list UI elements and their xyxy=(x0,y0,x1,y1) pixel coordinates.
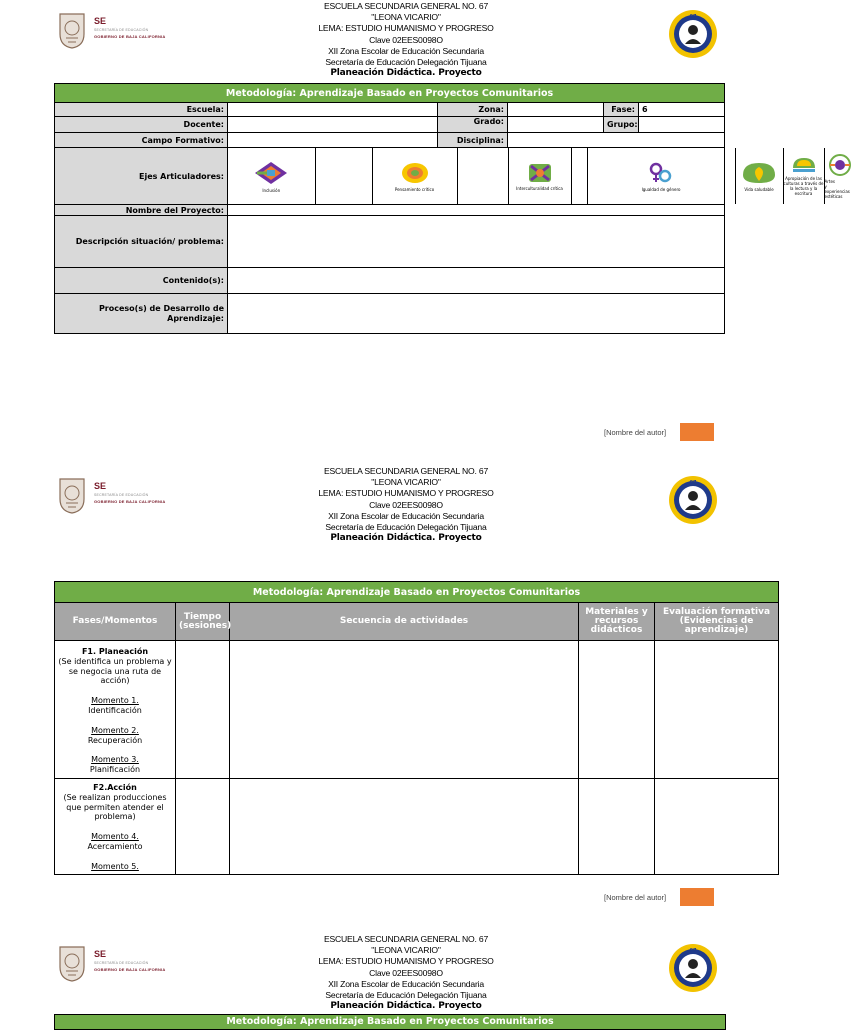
eje-interculturalidad[interactable]: Interculturalidad crítica xyxy=(508,148,571,204)
se-subtext: SECRETARÍA DE EDUCACIÓN xyxy=(94,493,149,497)
f1-tiempo[interactable] xyxy=(176,641,230,779)
header-materiales: Materiales y recursos didácticos xyxy=(579,603,655,641)
se-logo xyxy=(56,10,176,50)
se-logo xyxy=(56,475,176,515)
fase-field[interactable]: 6 xyxy=(639,103,725,117)
page-title: Planeación Didáctica. Proyecto xyxy=(330,1001,482,1012)
school-header-2: ESCUELA SECUNDARIA GENERAL NO. 67 "LEONA VICARIO" LEMA: ESTUDIO HUMANISMO Y PROGRESO Clave 02EES0098O XII Zona Escolar de Educación Secundaria Secretaría de Educación Delegación Tijuana Planeación Didáctica. Proyecto xyxy=(268,466,544,544)
se-subtext: SECRETARÍA DE EDUCACIÓN xyxy=(94,961,149,965)
svg-text:67: 67 xyxy=(689,480,697,486)
svg-text:67: 67 xyxy=(689,948,697,954)
se-text: SE xyxy=(94,949,107,959)
campo-formativo-field[interactable] xyxy=(228,133,438,148)
gobierno-text: GOBIERNO DE BAJA CALIFORNIA xyxy=(94,34,166,39)
author-box xyxy=(680,423,714,441)
page-title: Planeación Didáctica. Proyecto xyxy=(330,68,482,79)
grado-field[interactable] xyxy=(508,117,604,133)
disciplina-field[interactable] xyxy=(508,133,725,148)
bc-crest-icon xyxy=(56,475,88,515)
activities-table xyxy=(54,581,779,875)
descripcion-label: Descripción situación/ problema: xyxy=(55,216,228,268)
proceso-label: Proceso(s) de Desarrollo de Aprendizaje: xyxy=(55,294,228,334)
se-logo xyxy=(56,943,176,983)
eje-pensamiento-critico[interactable]: Pensamiento crítico xyxy=(372,148,457,204)
school-seal-icon xyxy=(668,472,718,528)
pensamiento-critico-icon xyxy=(400,161,430,185)
school-header-3: ESCUELA SECUNDARIA GENERAL NO. 67 "LEONA VICARIO" LEMA: ESTUDIO HUMANISMO Y PROGRESO Clave 02EES0098O XII Zona Escolar de Educación Secundaria Secretaría de Educación Delegación Tijuana Planeación Didáctica. Proyecto xyxy=(268,934,544,1012)
header-evaluacion: Evaluación formativa (Evidencias de aprendizaje) xyxy=(655,603,779,641)
disciplina-label: Disciplina: xyxy=(438,133,508,148)
artes-icon xyxy=(825,153,855,177)
bc-crest-icon xyxy=(56,10,88,50)
svg-text:67: 67 xyxy=(689,14,697,20)
se-text: SE xyxy=(94,481,107,491)
inclusion-icon xyxy=(253,160,289,186)
school-seal-icon xyxy=(668,940,718,996)
author-name: [Nombre del autor] xyxy=(604,893,667,902)
f2-materiales[interactable] xyxy=(579,779,655,875)
school-header-1: ESCUELA SECUNDARIA GENERAL NO. 67 "LEONA VICARIO" LEMA: ESTUDIO HUMANISMO Y PROGRESO Clave 02EES0098O XII Zona Escolar de Educación Secundaria Secretaría de Educación Delegación Tijuana Planeación Didáctica. Proyecto xyxy=(268,1,544,79)
f2-secuencia[interactable] xyxy=(230,779,579,875)
igualdad-genero-icon xyxy=(646,161,676,185)
zona-label: Zona: xyxy=(438,103,508,117)
vida-saludable-icon xyxy=(739,161,779,185)
header-fases: Fases/Momentos xyxy=(55,603,176,641)
methodology-header: Metodología: Aprendizaje Basado en Proyectos Comunitarios xyxy=(54,1014,726,1030)
proceso-field[interactable] xyxy=(228,294,725,334)
page-title: Planeación Didáctica. Proyecto xyxy=(330,533,482,544)
lectura-escritura-icon xyxy=(791,156,817,174)
contenido-field[interactable] xyxy=(228,268,725,294)
se-subtext: SECRETARÍA DE EDUCACIÓN xyxy=(94,28,149,32)
contenido-label: Contenido(s): xyxy=(55,268,228,294)
f1-materiales[interactable] xyxy=(579,641,655,779)
bc-crest-icon xyxy=(56,943,88,983)
ejes-table: Inclusión Pensamiento crítico Interculturalidad crítica Igualdad de género Vida saludable Apropiación de las culturas a través de la lectura y la escritura Artes y experiencias estéticas xyxy=(228,148,824,204)
school-seal-icon xyxy=(668,6,718,62)
f1-evaluacion[interactable] xyxy=(655,641,779,779)
eje-lectura-escritura[interactable]: Apropiación de las culturas a través de la lectura y la escritura xyxy=(783,148,824,204)
nombre-proyecto-label: Nombre del Proyecto: xyxy=(55,205,228,216)
eje-igualdad-genero[interactable]: Igualdad de género xyxy=(587,148,735,204)
descripcion-field[interactable] xyxy=(228,216,725,268)
interculturalidad-icon xyxy=(527,162,553,184)
grupo-field[interactable] xyxy=(639,117,725,133)
escuela-field[interactable] xyxy=(228,103,438,117)
fase-f1: F1. Planeación (Se identifica un problema y se negocia una ruta de acción) Momento 1. Identificación Momento 2. Recuperación Momento 3. Planificación xyxy=(55,641,176,779)
grupo-label: Grupo: xyxy=(604,117,639,133)
f1-secuencia[interactable] xyxy=(230,641,579,779)
project-form-table xyxy=(54,83,850,334)
campo-formativo-label: Campo Formativo: xyxy=(55,133,228,148)
docente-label: Docente: xyxy=(55,117,228,133)
fase-f2: F2.Acción (Se realizan producciones que permiten atender el problema) Momento 4. Acercamiento Momento 5. xyxy=(55,779,176,875)
f2-tiempo[interactable] xyxy=(176,779,230,875)
se-text: SE xyxy=(94,16,107,26)
nombre-proyecto-field[interactable] xyxy=(228,205,725,216)
zona-field[interactable] xyxy=(508,103,604,117)
docente-field[interactable] xyxy=(228,117,438,133)
gobierno-text: GOBIERNO DE BAJA CALIFORNIA xyxy=(94,499,166,504)
author-box xyxy=(680,888,714,906)
header-tiempo: Tiempo (sesiones) xyxy=(176,603,230,641)
fase-label: Fase: xyxy=(604,103,639,117)
gobierno-text: GOBIERNO DE BAJA CALIFORNIA xyxy=(94,967,166,972)
f2-evaluacion[interactable] xyxy=(655,779,779,875)
escuela-label: Escuela: xyxy=(55,103,228,117)
methodology-header: Metodología: Aprendizaje Basado en Proyectos Comunitarios xyxy=(55,84,725,103)
header-secuencia: Secuencia de actividades xyxy=(230,603,579,641)
author-name: [Nombre del autor] xyxy=(604,428,667,437)
methodology-header: Metodología: Aprendizaje Basado en Proyectos Comunitarios xyxy=(55,582,779,603)
ejes-label: Ejes Articuladores: xyxy=(55,148,228,205)
grado-label: Grado: xyxy=(438,117,508,133)
eje-vida-saludable[interactable]: Vida saludable xyxy=(735,148,783,204)
eje-inclusion[interactable]: Inclusión xyxy=(228,148,315,204)
